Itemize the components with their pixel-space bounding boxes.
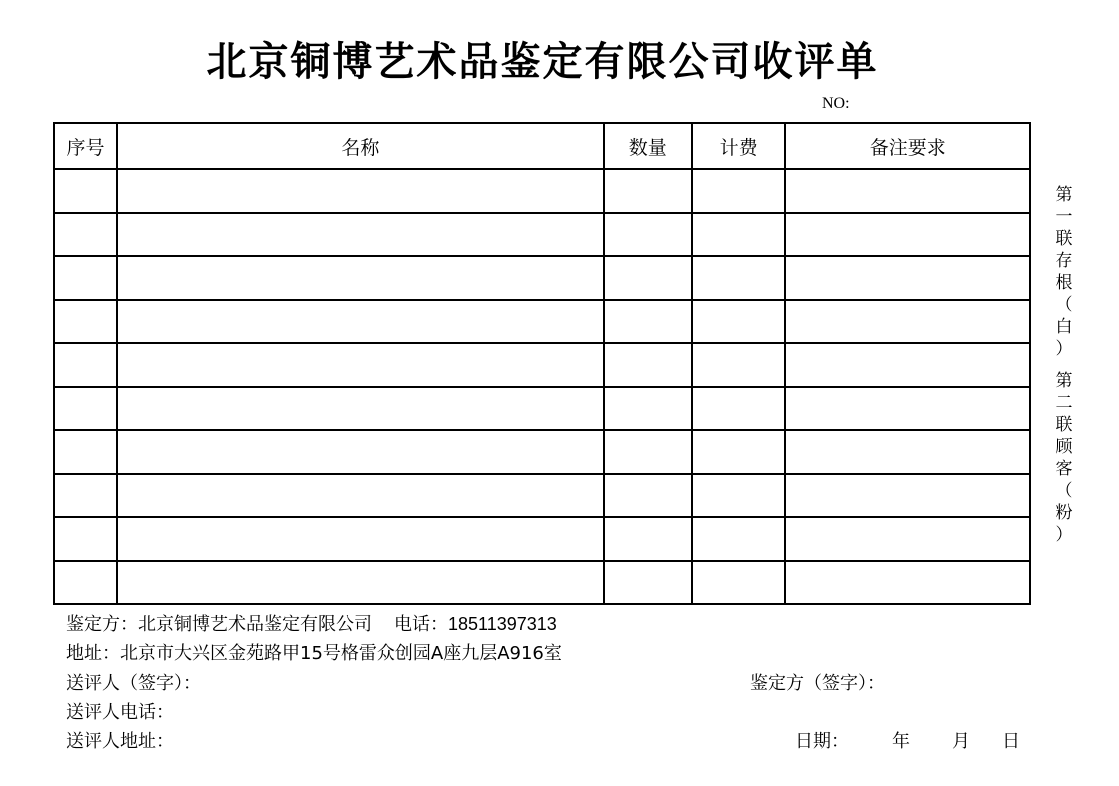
second-copy-note: 第 二 联 顾 客 （ 粉 ） — [1055, 371, 1073, 545]
cell-quantity[interactable] — [604, 300, 692, 344]
cell-name[interactable] — [117, 517, 604, 561]
table-row — [54, 474, 1030, 518]
cell-index[interactable] — [54, 343, 117, 387]
appraiser-company: 鉴定方：北京铜博艺术品鉴定有限公司 — [66, 614, 372, 635]
cell-remarks[interactable] — [785, 561, 1030, 605]
appraiser-info-line — [66, 610, 557, 636]
cell-name[interactable] — [117, 430, 604, 474]
serial-number-label: NO: — [822, 95, 850, 112]
cell-name[interactable] — [117, 169, 604, 213]
cell-remarks[interactable] — [785, 343, 1030, 387]
cell-quantity[interactable] — [604, 387, 692, 431]
cell-quantity[interactable] — [604, 430, 692, 474]
cell-name[interactable] — [117, 387, 604, 431]
cell-name[interactable] — [117, 300, 604, 344]
cell-remarks[interactable] — [785, 213, 1030, 257]
cell-name[interactable] — [117, 343, 604, 387]
cell-name[interactable] — [117, 256, 604, 300]
cell-fee[interactable] — [692, 561, 786, 605]
cell-remarks[interactable] — [785, 474, 1030, 518]
cell-quantity[interactable] — [604, 213, 692, 257]
cell-quantity[interactable] — [604, 517, 692, 561]
cell-quantity[interactable] — [604, 343, 692, 387]
cell-fee[interactable] — [692, 343, 786, 387]
table-row — [54, 300, 1030, 344]
table-row — [54, 213, 1030, 257]
address-line: 地址：北京市大兴区金苑路甲15号格雷众创园A座九层A916室 — [66, 643, 562, 664]
cell-name[interactable] — [117, 213, 604, 257]
first-copy-note: 第 一 联 存 根 （ 白 ） — [1055, 185, 1073, 359]
submitter-phone-label: 送评人电话： — [66, 702, 174, 723]
cell-index[interactable] — [54, 430, 117, 474]
column-header-index: 序号 — [54, 123, 117, 169]
cell-index[interactable] — [54, 213, 117, 257]
date-year-label: 年 — [892, 731, 910, 752]
cell-fee[interactable] — [692, 213, 786, 257]
phone-number: 18511397313 — [448, 614, 557, 634]
appraiser-signature-label: 鉴定方（签字）： — [750, 673, 885, 694]
cell-index[interactable] — [54, 169, 117, 213]
cell-index[interactable] — [54, 387, 117, 431]
phone-label: 电话： — [394, 614, 448, 635]
table-row — [54, 387, 1030, 431]
table-row — [54, 561, 1030, 605]
cell-remarks[interactable] — [785, 256, 1030, 300]
cell-fee[interactable] — [692, 169, 786, 213]
cell-fee[interactable] — [692, 387, 786, 431]
submitter-address-label: 送评人地址： — [66, 731, 174, 752]
cell-quantity[interactable] — [604, 474, 692, 518]
cell-fee[interactable] — [692, 256, 786, 300]
table-row — [54, 169, 1030, 213]
cell-index[interactable] — [54, 300, 117, 344]
column-header-remarks: 备注要求 — [785, 123, 1030, 169]
table-row — [54, 343, 1030, 387]
cell-fee[interactable] — [692, 517, 786, 561]
table-row — [54, 517, 1030, 561]
cell-index[interactable] — [54, 561, 117, 605]
table-row — [54, 430, 1030, 474]
cell-remarks[interactable] — [785, 387, 1030, 431]
table-row — [54, 256, 1030, 300]
date-label: 日期： — [795, 731, 849, 752]
appraisal-items-table — [53, 122, 1031, 605]
cell-fee[interactable] — [692, 300, 786, 344]
column-header-name: 名称 — [117, 123, 604, 169]
cell-remarks[interactable] — [785, 430, 1030, 474]
cell-fee[interactable] — [692, 474, 786, 518]
cell-quantity[interactable] — [604, 169, 692, 213]
cell-fee[interactable] — [692, 430, 786, 474]
cell-remarks[interactable] — [785, 300, 1030, 344]
cell-remarks[interactable] — [785, 169, 1030, 213]
date-month-label: 月 — [952, 731, 970, 752]
cell-quantity[interactable] — [604, 256, 692, 300]
cell-name[interactable] — [117, 474, 604, 518]
cell-index[interactable] — [54, 256, 117, 300]
cell-quantity[interactable] — [604, 561, 692, 605]
submitter-signature-label: 送评人（签字）： — [66, 673, 201, 694]
cell-index[interactable] — [54, 517, 117, 561]
cell-name[interactable] — [117, 561, 604, 605]
cell-remarks[interactable] — [785, 517, 1030, 561]
form-title: 北京铜博艺术品鉴定有限公司收评单 — [206, 39, 879, 85]
cell-index[interactable] — [54, 474, 117, 518]
column-header-fee: 计费 — [692, 123, 786, 169]
copy-designation-note — [1052, 184, 1076, 546]
date-day-label: 日 — [1002, 731, 1020, 752]
table-header-row — [54, 123, 1030, 169]
column-header-quantity: 数量 — [604, 123, 692, 169]
